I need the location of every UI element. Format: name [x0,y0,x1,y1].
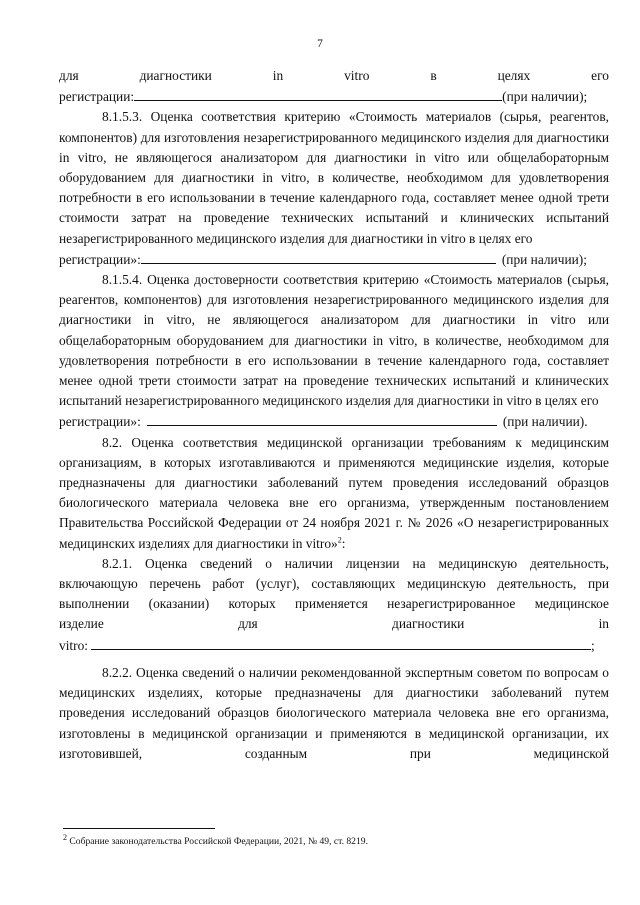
footnote [63,832,368,847]
line-tail: (при наличии); [501,251,587,267]
word: in [272,68,284,83]
paragraph-8-2-1: 8.2.1. Оценка сведений о наличии лицензии на медицинскую деятельность, включающую перечень работ (услуг), составляющих медицинскую деятельность, при выполнении (оказании) которых применяется незарегистрированное медицинское [59,555,609,612]
paragraph-tail: : [341,535,346,551]
word: диагностики [392,616,465,632]
word: в [430,68,437,83]
word: для [238,616,258,632]
word: vitro [344,68,370,83]
word: диагностики [139,68,212,83]
footnote-divider [63,828,215,829]
fill-in-blank[interactable] [141,249,496,264]
line-label: регистрации: [59,89,135,105]
line-label: vitro: [59,637,89,653]
document-body [59,66,609,764]
continuation-line [59,614,609,634]
paragraph-8-2-2: 8.2.2. Оценка сведений о наличии рекомендованной экспертным советом по вопросам о медицинских изделиях, которые предназначены для диагностики заболеваний путем проведения исследований образцов биологического материала человека вне его организма, изготовлены в медицинской организации и применяются в медицинской организации, их изготовившей, созданным при медицинской [59,664,609,761]
line-label: регистрации»: [59,414,141,430]
word: in [598,616,609,632]
footnote-ref[interactable]: 2 [337,535,342,545]
fill-in-blank[interactable] [134,86,502,101]
line-label: регистрации»: [59,251,141,267]
line-tail: ; [591,637,595,653]
page-number: 7 [317,38,323,50]
footnote-text: Собрание законодательства Российской Федерации, 2021, № 49, ст. 8219. [67,836,368,847]
line-tail: (при наличии); [502,89,588,105]
word: его [591,68,609,83]
paragraph-8-1-5-3: 8.1.5.3. Оценка соответствия критерию «Стоимость материалов (сырья, реагентов, компонентов) для изготовления незарегистрированного медицинского изделия для диагностики in vitro, не являющегося анализатором для диагностики in vitro или общелабораторным оборудованием для диагностики in vitro, в количестве, необходимом для удовлетворения потребности в его использовании в течение календарного года, составляет менее одной трети стоимости затрат на проведение технических испытаний и клинических испытаний незарегистрированного медицинского изделия для диагностики in vitro в целях его [59,109,609,246]
word: изделие [59,616,104,632]
registration-line [59,86,609,107]
word: целях [497,68,531,83]
registration-line [59,411,609,432]
paragraph-text: 8.2. Оценка соответствия медицинской организации требованиям к медицинским организациям, в которых изготавливаются и применяются медицинские изделия, которые предназначены для диагностики заболеваний путем проведения исследований образцов биологического материала человека вне его организма, утвержденным постановлением Правительства Российской Федерации от 24 ноября 2021 г. № 2026 «О незарегистрированных медицинских изделиях для диагностики in vitro» [59,434,609,551]
vitro-line [59,635,609,656]
footnote-number: 2 [63,832,67,842]
paragraph-8-1-5-4: 8.1.5.4. Оценка достоверности соответствия критерию «Стоимость материалов (сырья, реагентов, компонентов) для изготовления незарегистрированного медицинского изделия для диагностики in vitro, не являющегося анализатором для диагностики in vitro или общелабораторным оборудованием для диагностики in vitro, в количестве, необходимом для удовлетворения потребности в его использовании в течение календарного года, составляет менее одной трети стоимости затрат на проведение технических испытаний и клинических испытаний незарегистрированного медицинского изделия для диагностики in vitro в целях его [59,272,609,409]
fill-in-blank[interactable] [91,635,591,650]
registration-line [59,249,609,270]
paragraph-8-2 [59,433,609,554]
line-tail: (при наличии). [502,414,588,430]
fill-in-blank[interactable] [147,411,497,426]
word: для [59,68,79,83]
continuation-line [59,66,609,86]
